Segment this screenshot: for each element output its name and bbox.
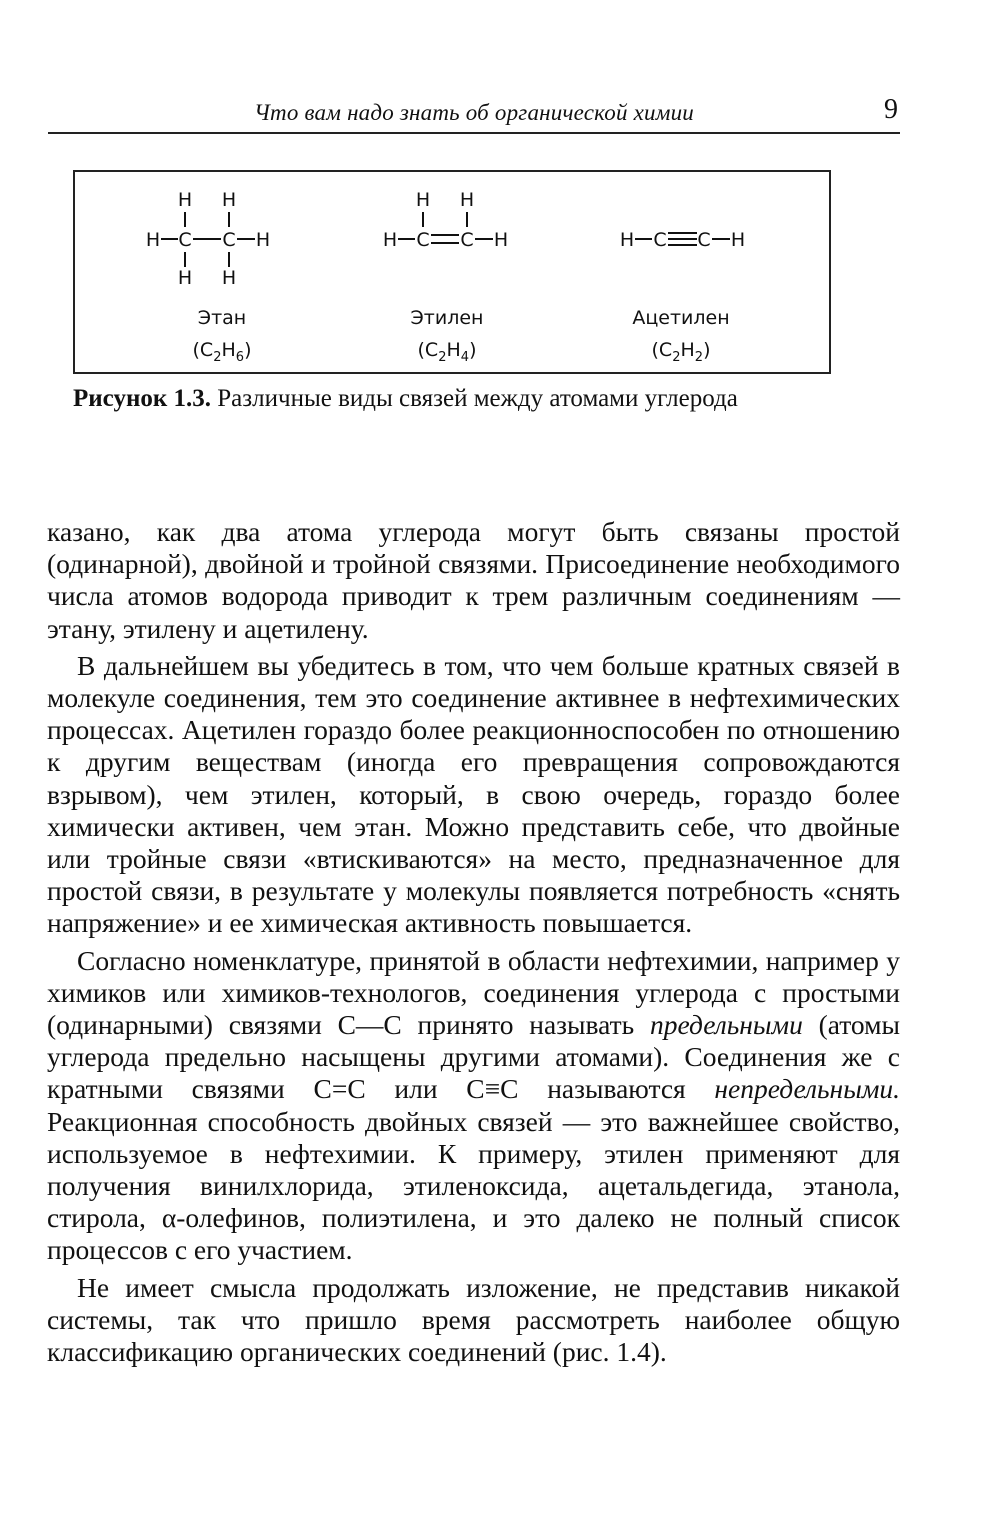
molecule-name-ethylene: Этилен	[410, 307, 484, 329]
page-number: 9	[884, 94, 898, 125]
atom-label: C	[178, 229, 192, 251]
text-run: Согласно номенклатуре, принятой в области нефтехимии, например у химиков или химиков-технологов, соединения углерода с простыми (одинарными) связями C—C принято называть	[47, 944, 900, 1041]
atom-label: H	[382, 229, 398, 251]
atom-label: H	[459, 189, 475, 211]
atom-label: C	[222, 229, 236, 251]
atom-label: C	[416, 229, 430, 251]
molecule-formula-ethane: $(C_2H_6)$	[192, 339, 252, 365]
atom-label: C	[697, 229, 711, 251]
caption-text: Различные виды связей между атомами углерода	[211, 385, 738, 412]
molecule-name-ethane: Этан	[197, 307, 247, 329]
atom-label: H	[730, 229, 746, 251]
italic-term: предельными	[649, 1009, 803, 1041]
atom-label: H	[177, 189, 193, 211]
molecule-diagram	[75, 172, 829, 372]
figure-box	[73, 170, 831, 374]
atom-label: H	[619, 229, 635, 251]
atom-label: C	[460, 229, 474, 251]
italic-term: непредельными.	[714, 1073, 900, 1105]
figure-caption	[73, 385, 738, 413]
atom-label: H	[177, 267, 193, 289]
running-header	[48, 94, 900, 134]
molecule-formula-acetylene: $(C_2H_2)$	[651, 339, 711, 365]
paragraph: казано, как два атома углерода могут быть связаны простой (одинарной), двойной и тройной связями. Присоединение необходимого числа атомов водорода приводит к трем различным соединениям — этану, этилену и ацетилену.	[47, 516, 900, 644]
atom-label: H	[145, 229, 161, 251]
paragraph: Не имеет смысла продолжать изложение, не представив никакой системы, так что пришло время рассмотреть наиболее общую классификацию органических соединений (рис. 1.4).	[47, 1271, 900, 1368]
atom-label: C	[653, 229, 667, 251]
molecule-name-acetylene: Ацетилен	[632, 307, 730, 329]
caption-label: Рисунок 1.3.	[73, 385, 212, 412]
paragraph	[47, 945, 900, 1267]
text-run: (атомы углерода предельно насыщены другими атомами). Соединения же с кратными связями C=C или C≡C называются	[47, 1009, 900, 1105]
text-run: Реакционная способность двойных связей — это важнейшее свойство, используемое в нефтехимии. К примеру, этилен применяют для получения винилхлорида, этиленоксида, ацетальдегида, этанола, стирола, α-олефинов, полиэтилена, и это далеко не полный список процессов с его участием.	[47, 1105, 900, 1266]
atom-label: H	[493, 229, 509, 251]
atom-label: H	[221, 267, 237, 289]
atom-label: H	[415, 189, 431, 211]
molecule-formula-ethylene: $(C_2H_4)$	[417, 339, 477, 365]
bond-lines	[161, 212, 730, 267]
running-title: Что вам надо знать об органической химии	[254, 100, 694, 125]
atom-label: H	[255, 229, 271, 251]
atom-label: H	[221, 189, 237, 211]
body-text	[47, 516, 900, 1373]
paragraph: В дальнейшем вы убедитесь в том, что чем больше кратных связей в молекуле соединения, тем это соединение активнее в нефтехимических процессах. Ацетилен гораздо более реакционноспособен по отношению к другим веществам (иногда его превращения сопровождаются взрывом), чем этилен, который, в свою очередь, гораздо более химически активен, чем этан. Можно представить себе, что двойные или тройные связи «втискиваются» на место, предназначенное для простой связи, в результате у молекулы появляется потребность «снять напряжение» и ее химическая активность повышается.	[47, 649, 900, 939]
